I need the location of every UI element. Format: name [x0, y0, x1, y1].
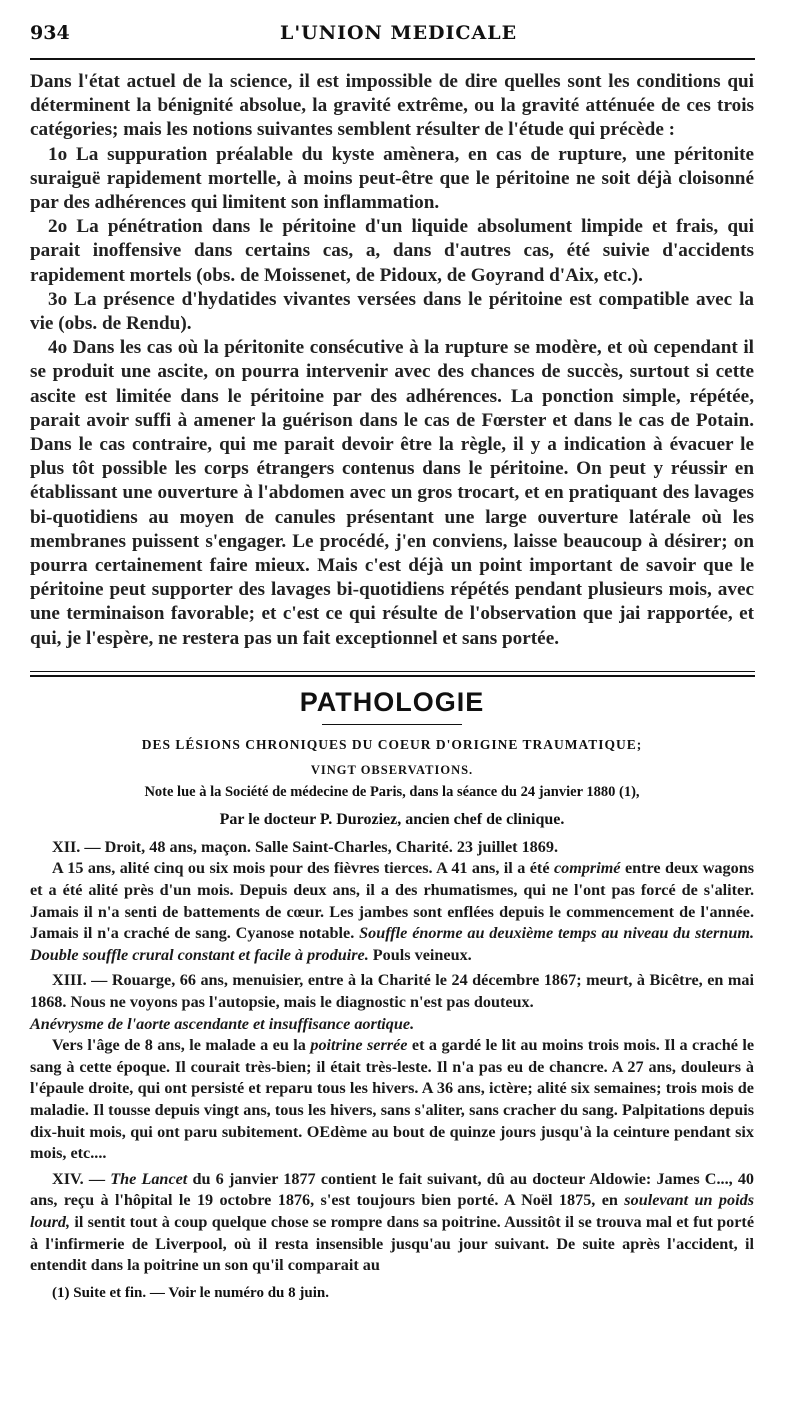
intro-paragraph: 2o La pénétration dans le péritoine d'un liquide absolument limpide et frais, qui parait inoffensive dans certains cas, a, dans d'autres cas, été suivie d'accidents rapidement mortels (obs. de Moissenet, de Pidoux, de Goyrand d'Aix, etc.).	[30, 216, 754, 286]
article-title: DES LÉSIONS CHRONIQUES DU COEUR D'ORIGINE TRAUMATIQUE;	[141, 736, 643, 752]
footnote: (1) Suite et fin. — Voir le numéro du 8 juin.	[52, 1284, 329, 1301]
case-xiv	[30, 1169, 754, 1277]
case-body: Vers l'âge de 8 ans, le malade a eu la poitrine serrée et a gardé le lit au moins trois mois. Il a craché le sang à cette époque. Il courait très-bien; il était très-leste. Il n'a pas eu de chancre. A 27 ans, douleurs à l'épaule droite, qui ont persisté et reparu tous les hivers. A 36 ans, ictère; alité six semaines; trois mois de maladie. Il tousse depuis vingt ans, tous les hivers, sans s'aliter, sans cracher du sang. Palpitations depuis dix-huit mois, qui ont paru subitement. OEdème au bout de quinze jours jusqu'à la ceinture pendant six mois, etc....	[30, 1036, 755, 1163]
case-xiii	[30, 970, 754, 1164]
intro-paragraph: 3o La présence d'hydatides vivantes versées dans le péritoine est compatible avec la vie (obs. de Rendu).	[30, 288, 754, 335]
header-rule	[30, 58, 755, 60]
section-divider	[30, 671, 755, 677]
case-heading: XIII. — Rouarge, 66 ans, menuisier, entre à la Charité le 24 décembre 1867; meurt, à Bicêtre, en mai 1868. Nous ne voyons pas l'autopsie, mais le diagnostic n'est pas douteux.	[30, 971, 754, 1012]
case-heading: XII. — Droit, 48 ans, maçon. Salle Saint-Charles, Charité. 23 juillet 1869.	[52, 837, 559, 856]
page-number: 934	[30, 22, 70, 44]
article-note: Note lue à la Société de médecine de Paris, dans la séance du 24 janvier 1880 (1),	[144, 783, 640, 800]
case-body: XIV. — The Lancet du 6 janvier 1877 contient le fait suivant, dû au docteur Aldowie: James C..., 40 ans, reçu à l'hôpital le 19 octobre 1876, s'est toujours bien porté. A Noël 1875, en soulevant un poids lourd, il sentit tout à coup quelque chose se rompre dans sa poitrine. Aussitôt il se trouva mal et fut porté à l'infirmerie de Liverpool, où il resta insensible jusqu'au jour suivant. De suite après l'accident, il entendit dans la poitrine un son qu'il comparait au	[30, 1169, 755, 1275]
article-author: Par le docteur P. Duroziez, ancien chef de clinique.	[219, 810, 565, 828]
journal-title: L'UNION MEDICALE	[280, 22, 518, 44]
intro-text	[30, 70, 754, 651]
case-diagnosis: Anévrysme de l'aorte ascendante et insuffisance aortique.	[30, 1014, 415, 1033]
intro-paragraph: Dans l'état actuel de la science, il est impossible de dire quelles sont les conditions qui déterminent la bénignité absolue, la gravité extrême, ou la gravité atténuée de ces trois catégories; mais les notions suivantes semblent résulter de l'étude qui précède :	[30, 71, 754, 141]
case-body: A 15 ans, alité cinq ou six mois pour des fièvres tierces. A 41 ans, il a été comprimé entre deux wagons et a été alité près d'un mois. Depuis deux ans, il a des rhumatismes, qui ne l'ont pas forcé de s'aliter. Jamais il n'a senti de battements de cœur. Les jambes sont enflées depuis le commencement de l'année. Jamais il n'a craché de sang. Cyanose notable. Souffle énorme au deuxième temps au niveau du sternum. Double souffle crural constant et facile à produire. Pouls veineux.	[30, 859, 755, 964]
article-subtitle: VINGT OBSERVATIONS.	[310, 762, 474, 777]
case-xii	[30, 837, 754, 967]
intro-paragraph: 1o La suppuration préalable du kyste amènera, en cas de rupture, une péritonite suraiguë rapidement mortelle, à moins peut-être que le péritoine ne soit déjà cloisonné par des adhérences qui limitent son inflammation.	[30, 143, 754, 214]
intro-paragraph: 4o Dans les cas où la péritonite consécutive à la rupture se modère, et où cependant il se produit une ascite, on pourra intervenir avec des chances de succès, surtout si cette ascite est limitée dans le péritoine par des adhérences. La ponction simple, répétée, parait avoir suffi à amener la guérison dans le cas de Fœrster et dans le cas de Potain. Dans le cas contraire, qui me parait devoir être la règle, il y a indication à évacuer le plus tôt possible les corps étrangers contenus dans le péritoine. On peut y réussir en établissant une ouverture à l'abdomen avec un gros trocart, et en pratiquant des lavages bi-quotidiens au moyen de canules présentant une large ouverture latérale où les membranes puissent s'engager. Le procédé, j'en conviens, laisse beaucoup à désirer; on pourra certainement faire mieux. Mais c'est déjà un point important de savoir que le péritoine peut supporter des lavages bi-quotidiens répétés pendant plusieurs mois, avec une terminaison favorable; et c'est ce qui résulte de l'observation que jai rapportée, et qui, je l'espère, ne restera pas un fait exceptionnel et sans portée.	[30, 337, 754, 649]
title-rule	[322, 724, 462, 725]
section-title: PATHOLOGIE	[299, 686, 485, 717]
page-header	[30, 22, 754, 52]
